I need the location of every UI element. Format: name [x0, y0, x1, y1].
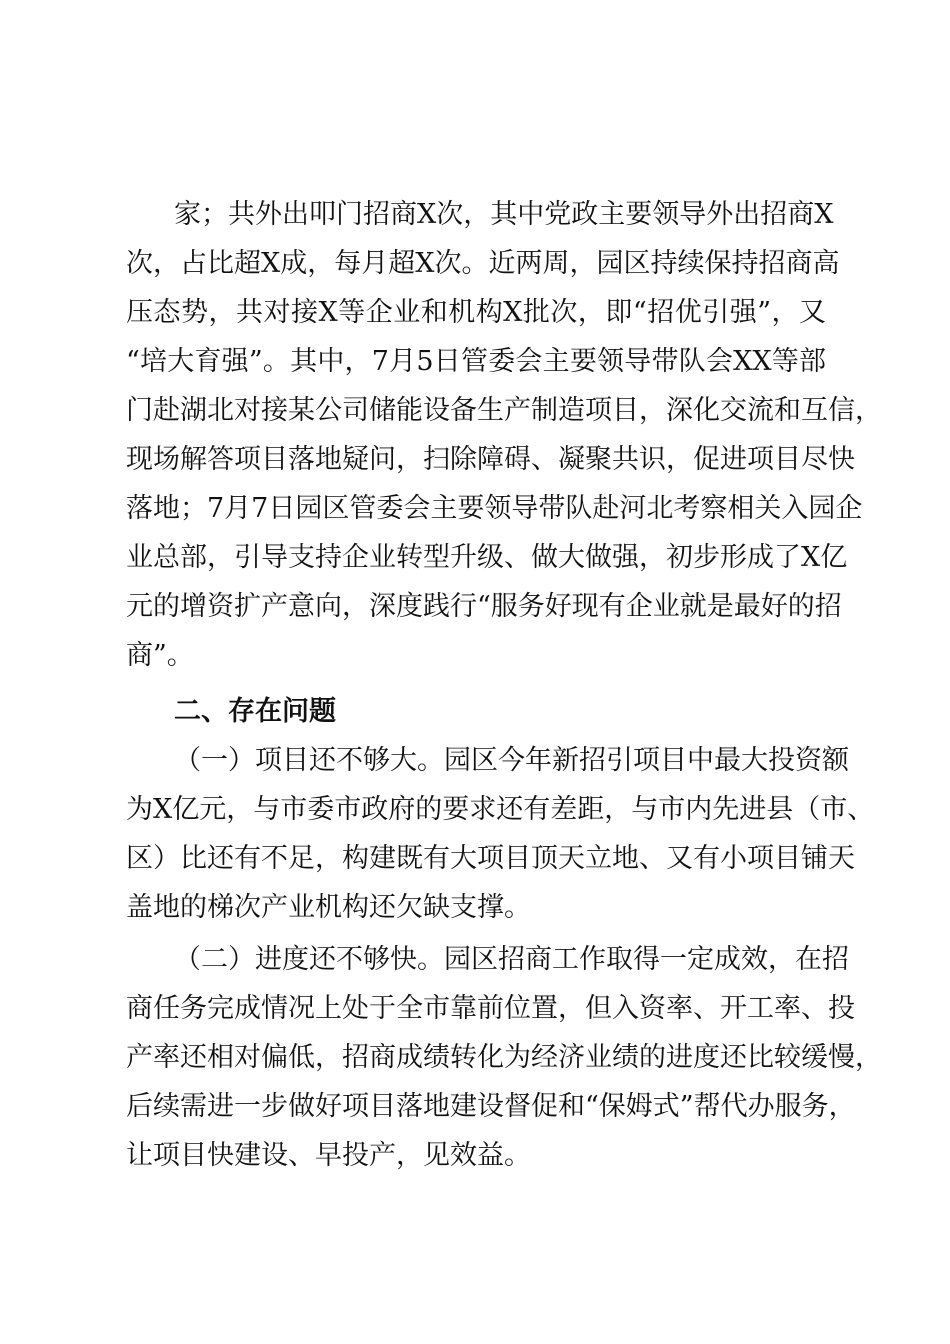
- paragraph-3-line-1: （二）进度还不够快。园区招商工作取得一定成效，在招: [174, 944, 849, 975]
- paragraph-3-line-4: 后续需进一步做好项目落地建设督促和“保姆式”帮代办服务，: [126, 1091, 856, 1122]
- paragraph-3-line-5: 让项目快建设、早投产，见效益。: [126, 1140, 531, 1171]
- paragraph-1-line-8: 业总部，引导支持企业转型升级、做大做强，初步形成了X亿: [126, 542, 848, 573]
- paragraph-3-line-3: 产率还相对偏低，招商成绩转化为经济业绩的进度还比较缓慢，: [126, 1042, 882, 1073]
- paragraph-3-line-2: 商任务完成情况上处于全市靠前位置，但入资率、开工率、投: [126, 993, 855, 1024]
- paragraph-1-line-4: “培大育强”。其中，7月5日管委会主要领导带队会XX等部: [126, 346, 826, 377]
- paragraph-1-line-6: 现场解答项目落地疑问，扫除障碍、凝聚共识，促进项目尽快: [126, 444, 855, 475]
- paragraph-2-line-1: （一）项目还不够大。园区今年新招引项目中最大投资额: [174, 745, 849, 776]
- paragraph-1-line-10: 商”。: [126, 640, 194, 671]
- paragraph-2-line-2: 为X亿元，与市委市政府的要求还有差距，与市内先进县（市、: [126, 794, 875, 825]
- paragraph-2-line-4: 盖地的梯次产业机构还欠缺支撑。: [126, 892, 531, 923]
- section-heading: 二、存在问题: [174, 696, 336, 727]
- paragraph-1-line-7: 落地；7月7日园区管委会主要领导带队赴河北考察相关入园企: [126, 493, 863, 524]
- paragraph-1-line-3: 压态势，共对接X等企业和机构X批次，即“招优引强”，又: [126, 297, 826, 328]
- paragraph-1-line-5: 门赴湖北对接某公司储能设备生产制造项目，深化交流和互信，: [126, 395, 882, 426]
- paragraph-1-line-2: 次，占比超X成，每月超X次。近两周，园区持续保持招商高: [126, 248, 840, 279]
- paragraph-1-line-1: 家；共外出叩门招商X次，其中党政主要领导外出招商X: [174, 199, 834, 230]
- paragraph-1-line-9: 元的增资扩产意向，深度践行“服务好现有企业就是最好的招: [126, 591, 842, 622]
- paragraph-2-line-3: 区）比还有不足，构建既有大项目顶天立地、又有小项目铺天: [126, 843, 855, 874]
